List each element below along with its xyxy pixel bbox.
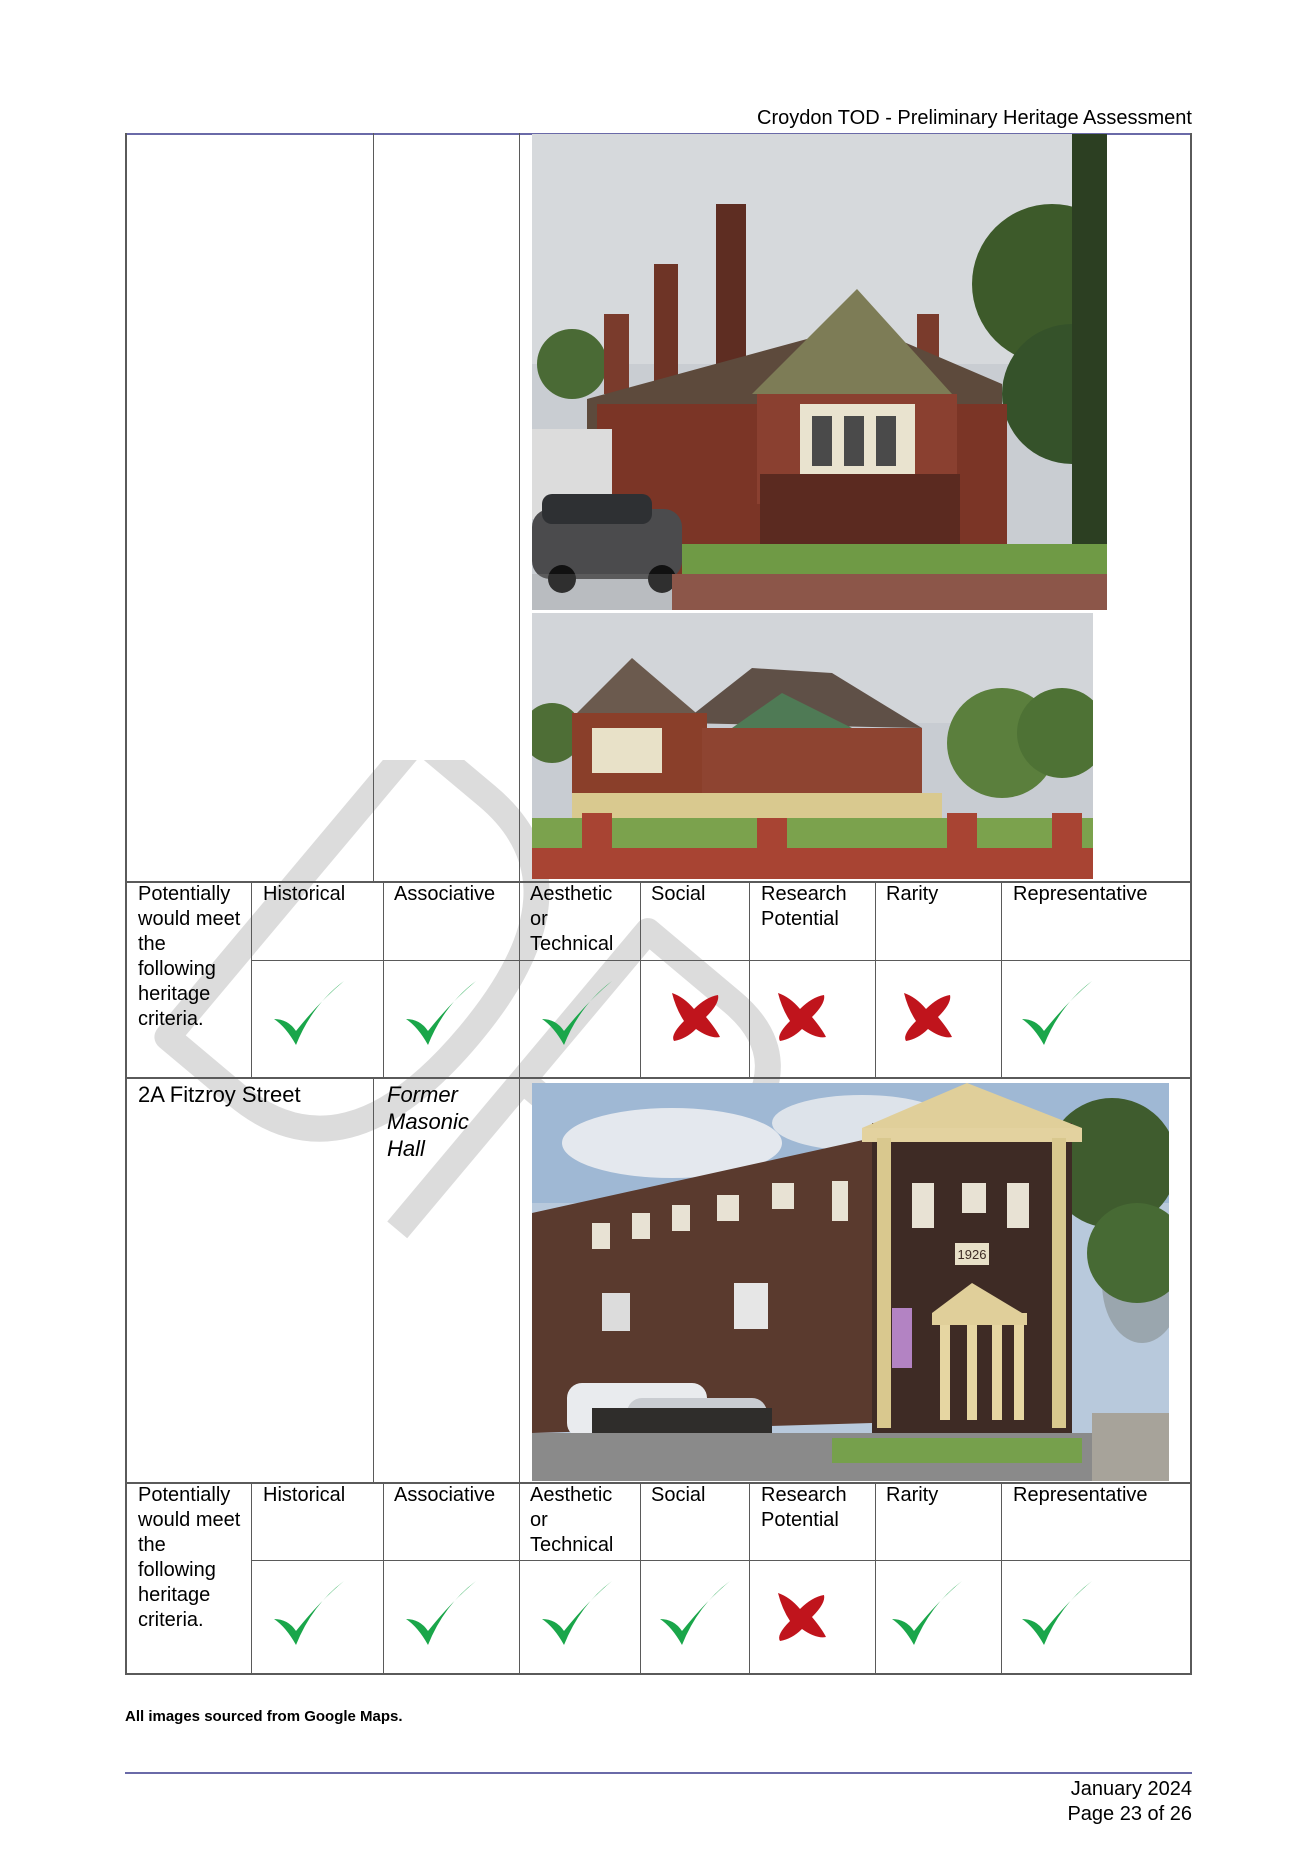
table-divider — [1001, 881, 1002, 1077]
criteria-header-representative: Representative — [1013, 883, 1148, 905]
criteria-header-rarity: Rarity — [886, 1484, 939, 1506]
criteria-header-historical: Historical — [263, 883, 346, 905]
criteria-header-research: Research Potential — [761, 883, 847, 930]
table-divider — [125, 1077, 1192, 1079]
footer-rule — [125, 1772, 1192, 1774]
table-divider — [383, 881, 384, 1077]
criteria-header-aesthetic: Aesthetic or Technical — [530, 883, 614, 955]
check-icon — [536, 975, 616, 1055]
table-divider — [383, 1482, 384, 1674]
check-icon — [1016, 1575, 1096, 1655]
cross-icon — [760, 975, 840, 1055]
table-divider — [519, 133, 520, 881]
table-divider — [749, 1482, 750, 1674]
criteria-header-social: Social — [651, 1484, 706, 1506]
check-icon — [886, 1575, 966, 1655]
criteria-header-aesthetic: Aesthetic or Technical — [530, 1484, 614, 1556]
property-name: Former Masonic Hall — [387, 1082, 469, 1161]
document-header-title: Croydon TOD - Preliminary Heritage Assessment — [757, 107, 1192, 129]
table-divider — [519, 881, 520, 1077]
check-icon — [400, 975, 480, 1055]
table-divider — [519, 1077, 520, 1482]
cross-icon — [760, 1575, 840, 1655]
criteria-header-research: Research Potential — [761, 1484, 847, 1531]
check-icon — [400, 1575, 480, 1655]
criteria-header-social: Social — [651, 883, 706, 905]
footer-page-number: Page 23 of 26 — [1067, 1803, 1192, 1825]
table-divider — [373, 1077, 374, 1482]
criteria-row-label: Potentially would meet the following heritage criteria. — [138, 1484, 241, 1631]
table-border-left — [125, 133, 127, 1674]
check-icon — [1016, 975, 1096, 1055]
footer-date: January 2024 — [1070, 1778, 1192, 1800]
check-icon — [654, 1575, 734, 1655]
table-divider — [251, 960, 1192, 961]
check-icon — [268, 1575, 348, 1655]
table-divider — [519, 1482, 520, 1674]
cross-icon — [654, 975, 734, 1055]
hall-date-plaque: 1926 — [957, 1247, 987, 1262]
table-border-right — [1190, 133, 1192, 1674]
table-divider — [251, 1482, 252, 1674]
table-divider — [875, 881, 876, 1077]
criteria-header-historical: Historical — [263, 1484, 346, 1506]
table-divider — [640, 881, 641, 1077]
criteria-header-associative: Associative — [394, 883, 496, 905]
table-border-bottom — [125, 1673, 1192, 1675]
table-divider — [1001, 1482, 1002, 1674]
table-divider — [875, 1482, 876, 1674]
criteria-header-associative: Associative — [394, 1484, 496, 1506]
criteria-header-representative: Representative — [1013, 1484, 1148, 1506]
table-divider — [373, 133, 374, 881]
table-divider — [251, 881, 252, 1077]
cross-icon — [886, 975, 966, 1055]
table-divider — [640, 1482, 641, 1674]
check-icon — [268, 975, 348, 1055]
criteria-header-rarity: Rarity — [886, 883, 939, 905]
check-icon — [536, 1575, 616, 1655]
table-divider — [251, 1560, 1192, 1561]
masonic-hall-photo — [532, 1083, 1169, 1481]
image-source-footnote: All images sourced from Google Maps. — [125, 1708, 403, 1725]
house-photo-1 — [532, 134, 1107, 610]
house-photo-2 — [532, 613, 1093, 879]
table-divider — [749, 881, 750, 1077]
criteria-row-label: Potentially would meet the following heritage criteria. — [138, 883, 241, 1030]
property-address: 2A Fitzroy Street — [138, 1082, 301, 1107]
